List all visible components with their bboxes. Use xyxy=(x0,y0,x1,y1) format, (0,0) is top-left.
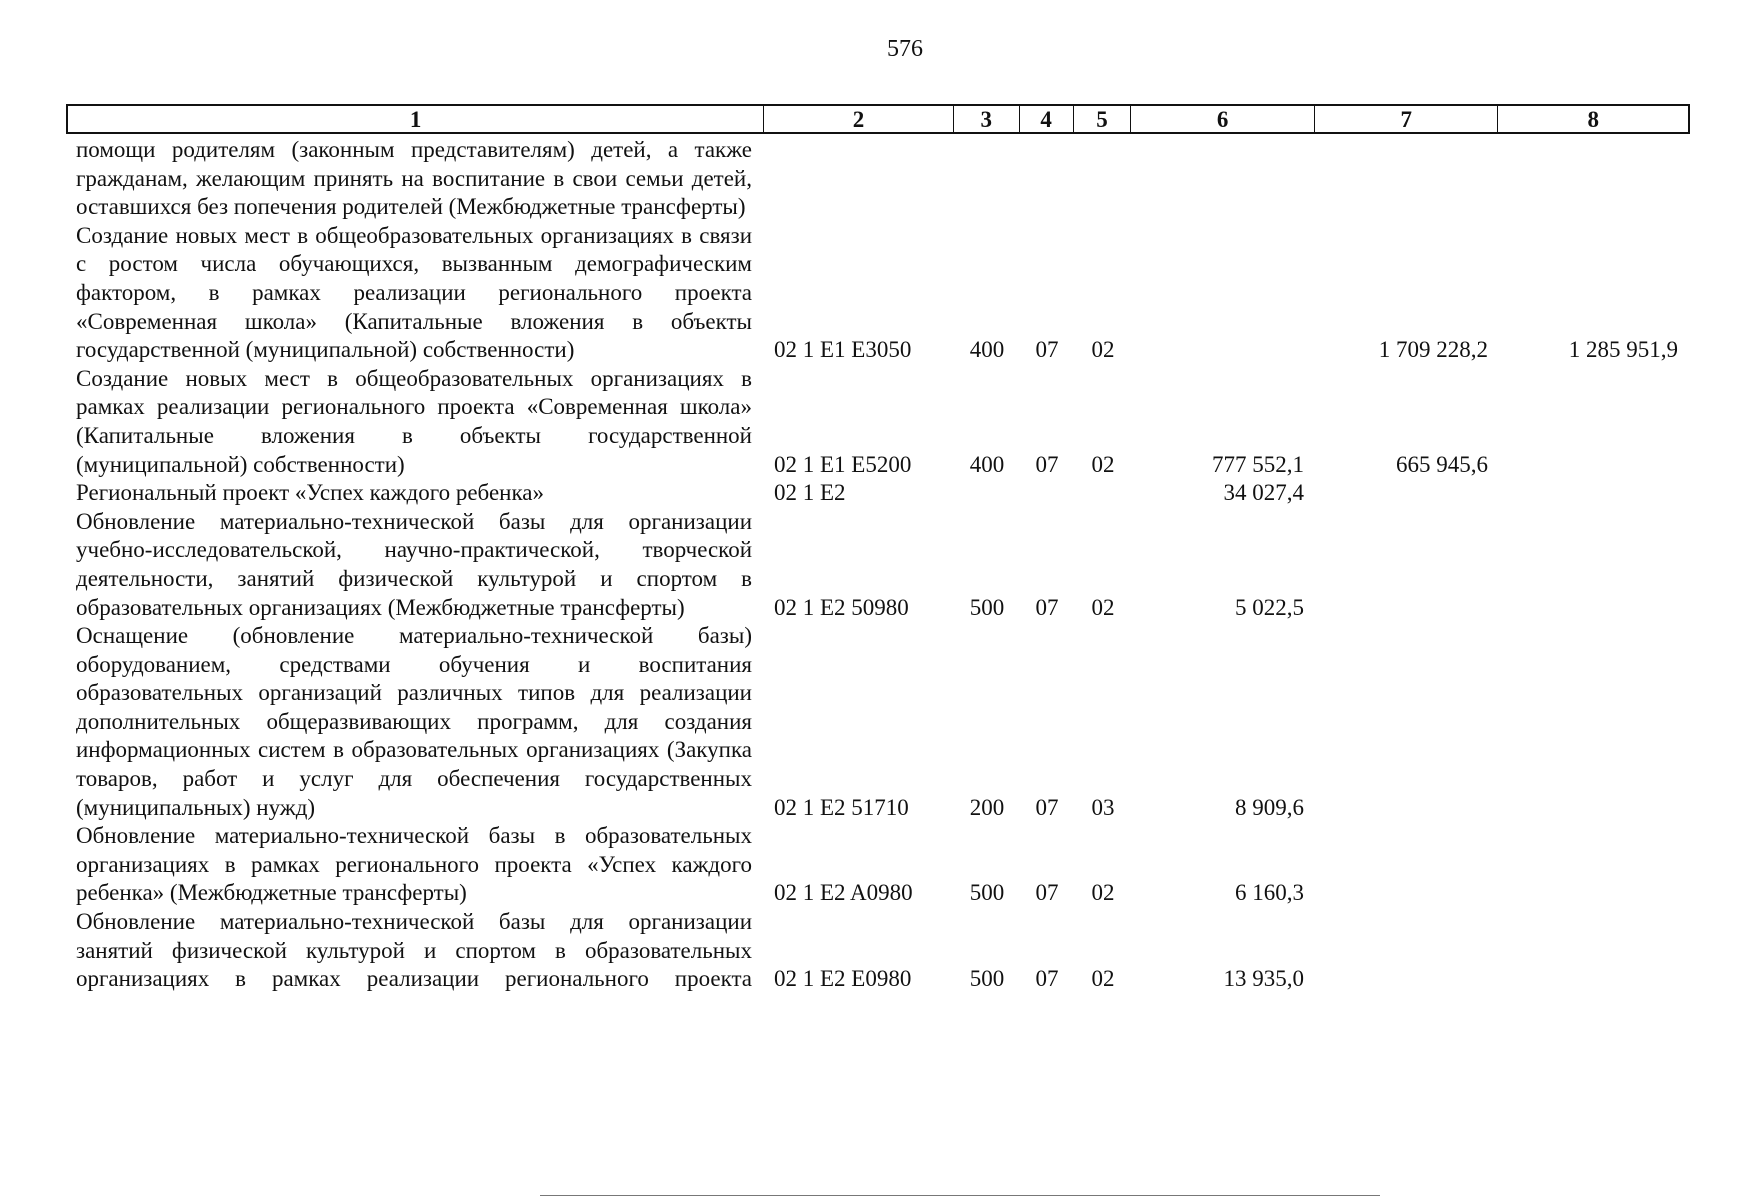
table-row xyxy=(66,822,1690,908)
row-vr: 500 xyxy=(969,966,1005,992)
row-description: Региональный проект «Успех каждого ребенка» xyxy=(76,480,545,506)
row-pr: 02 xyxy=(1091,451,1115,477)
row-rz: 07 xyxy=(1035,966,1059,992)
header-col-5: 5 xyxy=(1074,106,1132,132)
page-number: 576 xyxy=(887,36,923,62)
header-col-3: 3 xyxy=(954,106,1020,132)
row-rz: 07 xyxy=(1035,594,1059,620)
table-header xyxy=(66,104,1690,134)
table-row xyxy=(66,136,1690,222)
header-col-7: 7 xyxy=(1315,106,1499,132)
row-code: 02 1 E2 51710 xyxy=(774,794,909,820)
row-vr: 400 xyxy=(969,337,1005,363)
table-row xyxy=(66,365,1690,479)
bottom-rule xyxy=(540,1195,1380,1196)
table-row xyxy=(66,508,1690,622)
row-code: 02 1 E1 E5200 xyxy=(774,451,912,477)
row-amount-6: 777 552,1 xyxy=(1212,451,1304,477)
table-row xyxy=(66,622,1690,822)
row-pr: 02 xyxy=(1091,966,1115,992)
row-pr: 03 xyxy=(1091,794,1115,820)
header-col-8: 8 xyxy=(1587,107,1599,132)
row-rz: 07 xyxy=(1035,794,1059,820)
header-col-6: 6 xyxy=(1131,106,1315,132)
row-description: Обновление материально-технической базы в образовательных организациях в рамках регионального проекта «Успех каждого ребенка» (Межбюджетные трансферты) xyxy=(76,823,752,906)
row-code: 02 1 E1 E3050 xyxy=(774,337,912,363)
row-code: 02 1 E2 xyxy=(774,480,846,506)
header-col-1: 1 xyxy=(68,106,764,132)
row-rz: 07 xyxy=(1035,451,1059,477)
table-body xyxy=(66,136,1690,994)
row-amount-7: 665 945,6 xyxy=(1396,451,1488,477)
row-code: 02 1 E2 E0980 xyxy=(774,966,912,992)
row-vr: 500 xyxy=(969,880,1005,906)
row-code: 02 1 E2 A0980 xyxy=(774,880,913,906)
table-row xyxy=(66,479,1690,508)
budget-table xyxy=(66,104,1690,994)
row-amount-6: 34 027,4 xyxy=(1223,480,1304,506)
row-amount-6: 8 909,6 xyxy=(1235,794,1304,820)
row-rz: 07 xyxy=(1035,337,1059,363)
row-pr: 02 xyxy=(1091,337,1115,363)
row-amount-8: 1 285 951,9 xyxy=(1568,337,1678,363)
row-description: помощи родителям (законным представителям) детей, а также гражданам, желающим принять на воспитание в свои семьи детей, оставшихся без попечения родителей (Межбюджетные трансферты) xyxy=(76,137,752,220)
row-amount-6: 13 935,0 xyxy=(1223,966,1304,992)
row-vr: 200 xyxy=(969,794,1005,820)
row-description: Обновление материально-технической базы для организации занятий физической культурой и спортом в образовательных организациях в рамках реализации регионального проекта xyxy=(76,909,752,992)
row-description: Оснащение (обновление материально-технической базы) оборудованием, средствами обучения и воспитания образовательных организаций различных типов для реализации дополнительных общеразвивающих программ, для создания информационных систем в образовательных организациях (Закупка товаров, работ и услуг для обеспечения государственных (муниципальных) нужд) xyxy=(76,623,752,820)
row-pr: 02 xyxy=(1091,594,1115,620)
row-pr: 02 xyxy=(1091,880,1115,906)
table-row xyxy=(66,908,1690,994)
row-code: 02 1 E2 50980 xyxy=(774,594,909,620)
row-amount-6: 5 022,5 xyxy=(1235,594,1304,620)
header-col-2: 2 xyxy=(764,106,954,132)
row-vr: 400 xyxy=(969,451,1005,477)
table-row xyxy=(66,222,1690,365)
row-description: Обновление материально-технической базы для организации учебно-исследовательской, научно-практической, творческой деятельности, занятий физической культурой и спортом в образовательных организациях (Межбюджетные трансферты) xyxy=(76,508,752,620)
row-amount-7: 1 709 228,2 xyxy=(1378,337,1488,363)
row-vr: 500 xyxy=(969,594,1005,620)
row-description: Создание новых мест в общеобразовательных организациях в связи с ростом числа обучающихся, вызванным демографическим фактором, в рамках реализации регионального проекта «Современная школа» (Капитальные вложения в объекты государственной (муниципальной) собственности) xyxy=(76,222,752,363)
row-rz: 07 xyxy=(1035,880,1059,906)
row-amount-6: 6 160,3 xyxy=(1235,880,1304,906)
row-description: Создание новых мест в общеобразовательных организациях в рамках реализации регионального проекта «Современная школа» (Капитальные вложения в объекты государственной (муниципальной) собственности) xyxy=(76,365,752,477)
header-col-4: 4 xyxy=(1020,106,1074,132)
